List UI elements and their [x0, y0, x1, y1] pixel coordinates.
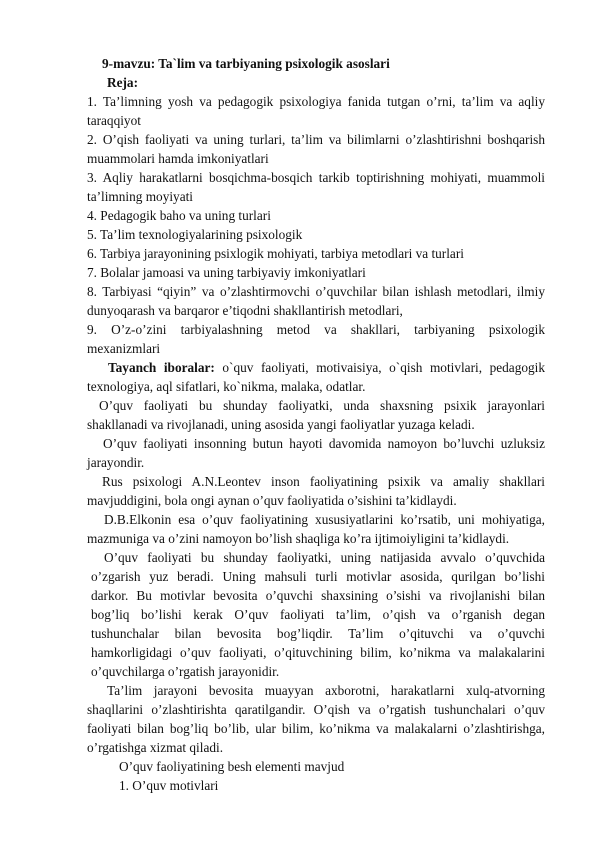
p2-line-2: jarayondir. — [87, 455, 145, 470]
p4-line-1: D.B.Elkonin esa o’quv faoliyatining xususiyatlarini ko’rsatib, uni mohiyatiga, — [104, 512, 545, 527]
p3-line-1: Rus psixologi A.N.Leontev inson faoliyatining psixik va amaliy shakllari — [102, 474, 545, 489]
p5-line-7: o’quvchilarga o’rgatish jarayonidir. — [91, 664, 280, 679]
p2-line-1: O’quv faoliyati insonning butun hayoti davomida namoyon bo’luvchi uzluksiz — [103, 436, 545, 451]
plan-item-6: 6. Tarbiya jarayonining psixlogik mohiyati, tarbiya metodlari va turlari — [87, 246, 464, 261]
p5-line-3: darkor. Bu motivlar bevosita o’quvchi shaxsining o’sishi va rivojlanishi bilan — [91, 588, 545, 603]
p3-line-2: mavjuddigini, bola ongi aynan o’quv faoliyatida o’sishini ta’kidlaydi. — [87, 493, 457, 508]
p5-line-2: o’zgarish yuz beradi. Uning mahsuli turli motivlar asosida, qurilgan bo’lishi — [91, 569, 545, 584]
keywords-text: o`quv faoliyati, motivaisiya, o`qish motivlari, pedagogik — [214, 360, 545, 375]
p6-line-1: Ta’lim jarayoni bevosita muayyan axborotni, harakatlarni xulq-atvorning — [107, 683, 545, 698]
p6-line-4: o’rgatishga xizmat qiladi. — [87, 740, 224, 755]
p1-line-1: O’quv faoliyati bu shunday faoliyatki, unda shaxsning psixik jarayonlari — [99, 398, 545, 413]
p4-line-2: mazmuniga va o’zini namoyon bo’lish shaqliga ko’ra ijtimoiyligini ta’kidlaydi. — [87, 531, 510, 546]
p6-line-2: shaqllarini o’zlashtirishta qaratilgandir. O’qish va o’rgatish tushunchalari o’quv — [87, 702, 545, 717]
p1-line-2: shakllanadi va rivojlanadi, uning asosida yangi faoliyatlar yuzaga keladi. — [87, 417, 475, 432]
p6-line-3: faoliyati bilan bog’liq bo’lib, ular bilim, ko’nikma va malakalarni o’zlashtirishga, — [87, 721, 545, 736]
plan-item-1-line-1: 1. Ta’limning yosh va pedagogik psixologiya fanida tutgan o’rni, ta’lim va aqliy — [87, 94, 545, 109]
elements-heading: O’quv faoliyatining besh elementi mavjud — [119, 759, 345, 774]
keywords-line-2: texnologiya, aql sifatlari, ko`nikma, malaka, odatlar. — [87, 379, 366, 394]
elements-item-1: 1. O’quv motivlari — [119, 778, 219, 793]
plan-item-3-line-2: ta’limning moyiyati — [87, 189, 193, 204]
keywords-label: Tayanch iboralar: — [108, 360, 215, 375]
plan-item-2-line-1: 2. O’qish faoliyati va uning turlari, ta’lim va bilimlarni o’zlashtirishni boshqarish — [87, 132, 545, 147]
plan-item-9-line-1: 9. O’z-o’zini tarbiyalashning metod va shakllari, tarbiyaning psixologik — [87, 322, 545, 337]
p5-line-5: tushunchalar bilan bevosita bog’liqdir. Ta’lim o’qituvchi va o’quvchi — [91, 626, 545, 641]
p5-line-4: bog’liq bo’lishi kerak O’quv faoliyati ta’lim, o’qish va o’rganish degan — [91, 607, 545, 622]
plan-item-4: 4. Pedagogik baho va uning turlari — [87, 208, 271, 223]
plan-item-1-line-2: taraqqiyot — [87, 113, 141, 128]
plan-item-3-line-1: 3. Aqliy harakatlarni bosqichma-bosqich tarkib toptirishning mohiyati, muammoli — [87, 170, 545, 185]
plan-item-9-line-2: mexanizmlari — [87, 341, 161, 356]
p5-line-1: O’quv faoliyati bu shunday faoliyatki, uning natijasida avvalo o’quvchida — [104, 550, 545, 565]
p5-line-6: hamkorligidagi o’quv faoliyati, o’qituvchining bilim, ko’nikma va malakalarini — [91, 645, 545, 660]
keywords-line-1 — [108, 358, 545, 377]
topic-title: 9-mavzu: Ta`lim va tarbiyaning psixologik asoslari — [102, 56, 390, 71]
plan-item-5: 5. Ta’lim texnologiyalarining psixologik — [87, 227, 303, 242]
plan-item-2-line-2: muammolari hamda imkoniyatlari — [87, 151, 269, 166]
plan-item-8-line-2: dunyoqarash va barqaror e’tiqodni shakllantirish metodlari, — [87, 303, 403, 318]
plan-heading: Reja: — [107, 75, 139, 90]
plan-item-7: 7. Bolalar jamoasi va uning tarbiyaviy imkoniyatlari — [87, 265, 366, 280]
plan-item-8-line-1: 8. Tarbiyasi “qiyin” va o’zlashtirmovchi o’quvchilar bilan ishlash metodlari, ilmiy — [87, 284, 545, 299]
